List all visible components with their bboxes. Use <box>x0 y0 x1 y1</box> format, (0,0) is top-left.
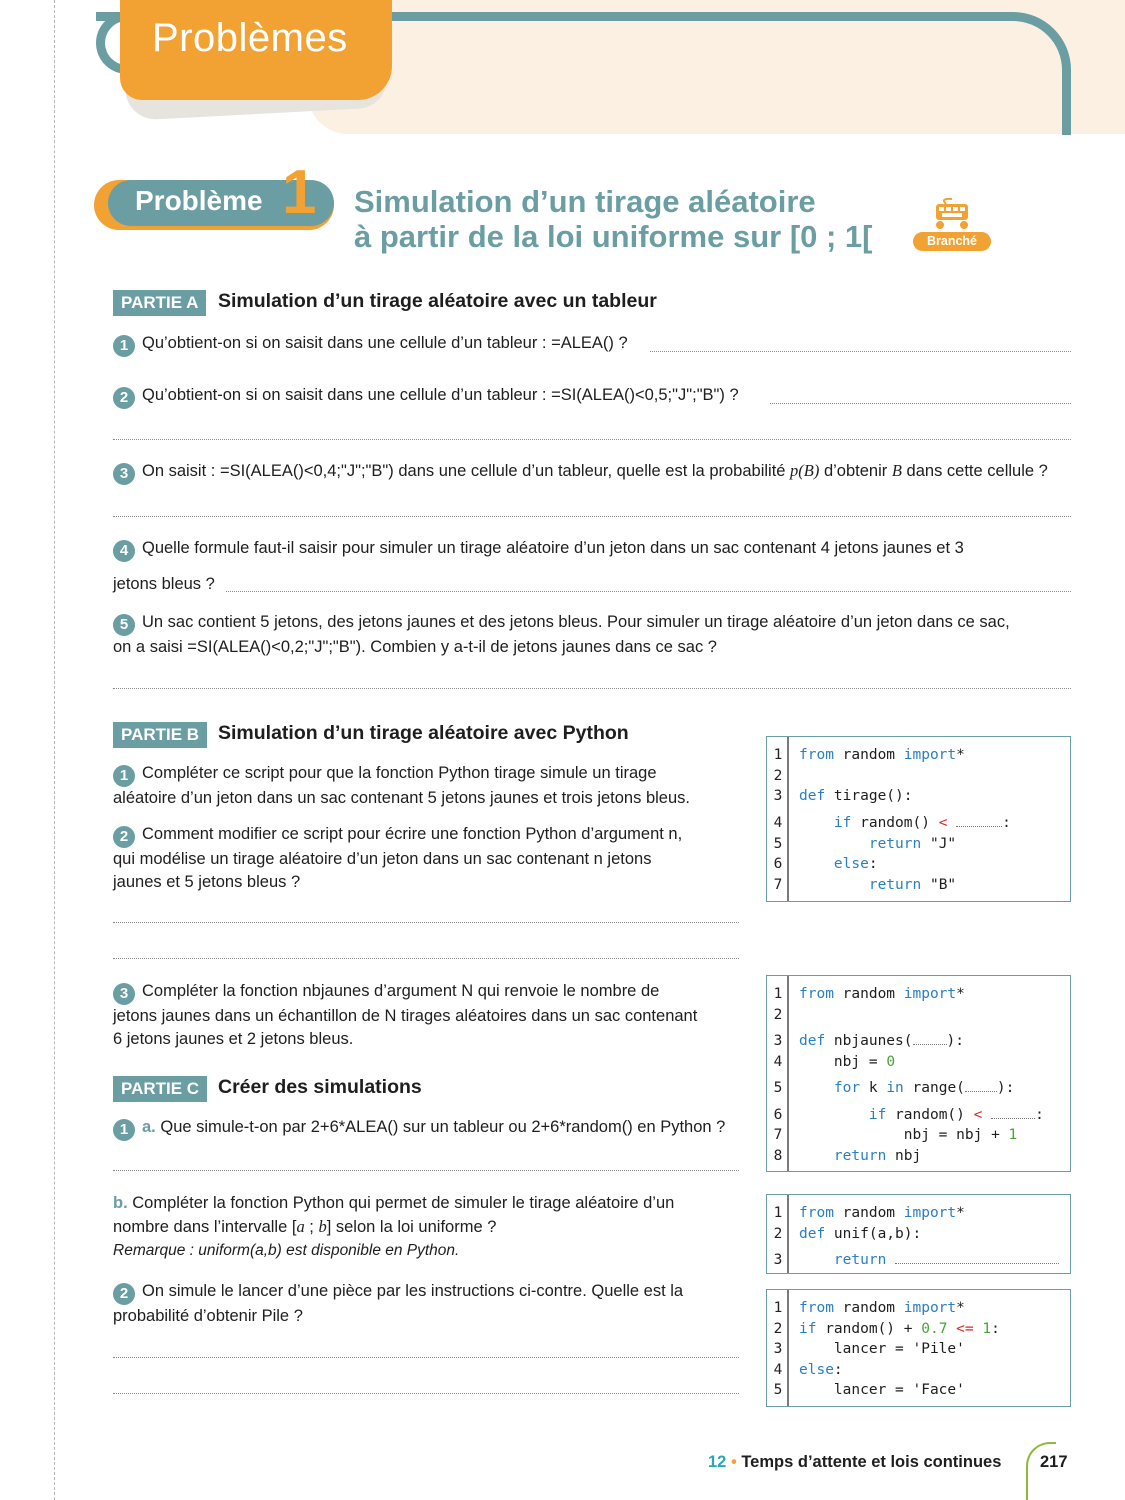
q-text: d’obtenir <box>823 462 888 480</box>
partie-a-q5 <box>113 611 1083 659</box>
code-line: 5 for k in range( ): <box>773 1080 1015 1096</box>
code-line: 2 if random() + 0.7 <= 1: <box>773 1321 1000 1337</box>
problem-title-line2: à partir de la loi uniforme sur [0 ; 1[ <box>354 219 873 254</box>
q-text: qui modélise un tirage aléatoire d’un jeton dans un sac contenant n jetons <box>113 850 652 868</box>
code-line: 6 if random() < : <box>773 1107 1044 1123</box>
q-number: 1 <box>113 765 135 787</box>
q-number: 4 <box>113 540 135 562</box>
q-text: On simule le lancer d’une pièce par les instructions ci-contre. Quelle est la <box>142 1282 684 1300</box>
q-number: 2 <box>113 1283 135 1305</box>
partie-a-q1 <box>113 332 628 357</box>
partie-a-q2 <box>113 384 739 409</box>
answer-line[interactable] <box>113 439 1071 440</box>
partie-b-tag: PARTIE B <box>113 722 207 748</box>
q-text: dans cette cellule ? <box>906 462 1048 480</box>
partie-c-tag: PARTIE C <box>113 1076 207 1102</box>
q-number: 2 <box>113 387 135 409</box>
q-text: Qu’obtient-on si on saisit dans une cellule d’un tableur : =SI(ALEA()<0,5;"J";"B") ? <box>142 386 739 404</box>
code-line: 6 else: <box>773 856 878 872</box>
code-line: 4 nbj = 0 <box>773 1054 896 1070</box>
code-line: 5 lancer = 'Face' <box>773 1382 965 1398</box>
code-line: 1 from random import* <box>773 747 965 763</box>
q-text: On saisit : =SI(ALEA()<0,4;"J";"B") dans une cellule d’un tableur, quelle est la probabilité <box>142 462 786 480</box>
answer-line[interactable] <box>113 516 1071 517</box>
code-line: 1 from random import* <box>773 986 965 1002</box>
answer-line[interactable] <box>113 958 739 959</box>
answer-line[interactable] <box>113 1170 739 1171</box>
problem-label: Problème <box>135 185 263 216</box>
problem-title-line1: Simulation d’un tirage aléatoire <box>354 184 816 219</box>
partie-a-q3 <box>113 459 1048 485</box>
code-blank[interactable] <box>913 1033 947 1045</box>
chapter-footer <box>708 1453 1001 1472</box>
section-title: Problèmes <box>152 16 348 60</box>
math-variable: B <box>891 461 902 480</box>
code-line: 2 <box>773 768 783 784</box>
answer-line[interactable] <box>226 591 1071 592</box>
problem-title <box>354 184 873 254</box>
q-letter: b. <box>113 1194 128 1212</box>
code-blank[interactable] <box>965 1080 997 1092</box>
q-letter: a. <box>142 1118 156 1136</box>
q-text: Comment modifier ce script pour écrire une fonction Python d’argument n, <box>142 825 683 843</box>
answer-line[interactable] <box>113 1393 739 1394</box>
partie-c-q2 <box>113 1280 753 1328</box>
q-text: Compléter ce script pour que la fonction Python tirage simule un tirage <box>142 764 657 782</box>
q-number: 1 <box>113 1119 135 1141</box>
code-blank[interactable] <box>956 815 1002 827</box>
q-text: Qu’obtient-on si on saisit dans une cellule d’un tableur : =ALEA() ? <box>142 334 628 352</box>
code-line: 7 return "B" <box>773 877 957 893</box>
q-text: probabilité d’obtenir Pile ? <box>113 1307 303 1325</box>
answer-line[interactable] <box>113 688 1071 689</box>
q-number: 2 <box>113 826 135 848</box>
branche-badge: Branché <box>913 232 991 251</box>
chapter-number: 12 <box>708 1453 727 1471</box>
q-text: nombre dans l’intervalle [ <box>113 1218 297 1236</box>
code-line: 7 nbj = nbj + 1 <box>773 1127 1018 1143</box>
answer-line[interactable] <box>770 403 1071 404</box>
remark: Remarque : uniform(a,b) est disponible en Python. <box>113 1242 460 1259</box>
q-text: ] selon la loi uniforme ? <box>326 1218 497 1236</box>
q-text: ; <box>304 1218 319 1236</box>
q-number: 5 <box>113 614 135 636</box>
answer-line[interactable] <box>113 922 739 923</box>
code-line: 4 if random() < : <box>773 815 1011 831</box>
q-text: Compléter la fonction nbjaunes d’argument N qui renvoie le nombre de <box>142 982 660 1000</box>
answer-line[interactable] <box>650 351 1071 352</box>
code-line: 4 else: <box>773 1362 843 1378</box>
math-variable: b <box>318 1217 327 1236</box>
answer-line[interactable] <box>113 1357 739 1358</box>
partie-a-q4 <box>113 537 964 562</box>
cut-line <box>54 0 55 1500</box>
math-variable: a <box>296 1217 305 1236</box>
partie-c-q1b <box>113 1192 753 1262</box>
code-line: 3 def nbjaunes( ): <box>773 1033 964 1049</box>
code-line: 8 return nbj <box>773 1148 922 1164</box>
q-text: on a saisi =SI(ALEA()<0,2;"J";"B"). Combien y a-t-il de jetons jaunes dans ce sac ? <box>113 638 717 656</box>
code-line: 1 from random import* <box>773 1300 965 1316</box>
code-line: 5 return "J" <box>773 836 957 852</box>
partie-a-q4-line2: jetons bleus ? <box>113 575 215 593</box>
q-text: Que simule-t-on par 2+6*ALEA() sur un tableur ou 2+6*random() en Python ? <box>160 1118 726 1136</box>
problem-number: 1 <box>282 158 317 227</box>
q-text: Compléter la fonction Python qui permet de simuler le tirage aléatoire d’un <box>132 1194 675 1212</box>
chapter-title: Temps d’attente et lois continues <box>741 1453 1002 1471</box>
q-text: aléatoire d’un jeton dans un sac contenant 5 jetons jaunes et trois jetons bleus. <box>113 789 690 807</box>
q-number: 3 <box>113 463 135 485</box>
partie-a-tag: PARTIE A <box>113 290 206 316</box>
partie-c-q1a <box>113 1116 725 1141</box>
code-blank[interactable] <box>895 1252 1059 1264</box>
q-text: Quelle formule faut-il saisir pour simuler un tirage aléatoire d’un jeton dans un sac contenant 4 jetons jaunes et 3 <box>142 539 964 557</box>
page-number: 217 <box>1040 1453 1068 1471</box>
code-line: 3 lancer = 'Pile' <box>773 1341 965 1357</box>
partie-a-title: Simulation d’un tirage aléatoire avec un tableur <box>218 290 657 312</box>
footer-separator: • <box>730 1453 737 1471</box>
partie-b-q1 <box>113 762 753 810</box>
q-number: 1 <box>113 335 135 357</box>
code-line: 1 from random import* <box>773 1205 965 1221</box>
partie-b-q3 <box>113 980 753 1051</box>
q-text: 6 jetons jaunes et 2 jetons bleus. <box>113 1030 354 1048</box>
partie-b-q2 <box>113 823 753 894</box>
code-line: 2 def unif(a,b): <box>773 1226 922 1242</box>
code-block-unif <box>766 1194 1071 1274</box>
partie-b-title: Simulation d’un tirage aléatoire avec Python <box>218 722 629 744</box>
code-blank[interactable] <box>991 1107 1035 1119</box>
q-text: jaunes et 5 jetons bleus ? <box>113 873 301 891</box>
code-block-nbjaunes <box>766 975 1071 1172</box>
code-block-lancer <box>766 1289 1071 1407</box>
q-text: Un sac contient 5 jetons, des jetons jaunes et des jetons bleus. Pour simuler un tirage aléatoire d’un jeton dans ce sac, <box>142 613 1010 631</box>
math-expression: p(B) <box>790 461 820 480</box>
q-number: 3 <box>113 983 135 1005</box>
code-line: 2 <box>773 1007 783 1023</box>
code-line: 3 return <box>767 1250 1059 1270</box>
code-block-tirage <box>766 736 1071 902</box>
code-line: 3 def tirage(): <box>773 788 913 804</box>
partie-c-title: Créer des simulations <box>218 1076 422 1098</box>
q-text: jetons jaunes dans un échantillon de N tirages aléatoires dans un sac contenant <box>113 1007 698 1025</box>
